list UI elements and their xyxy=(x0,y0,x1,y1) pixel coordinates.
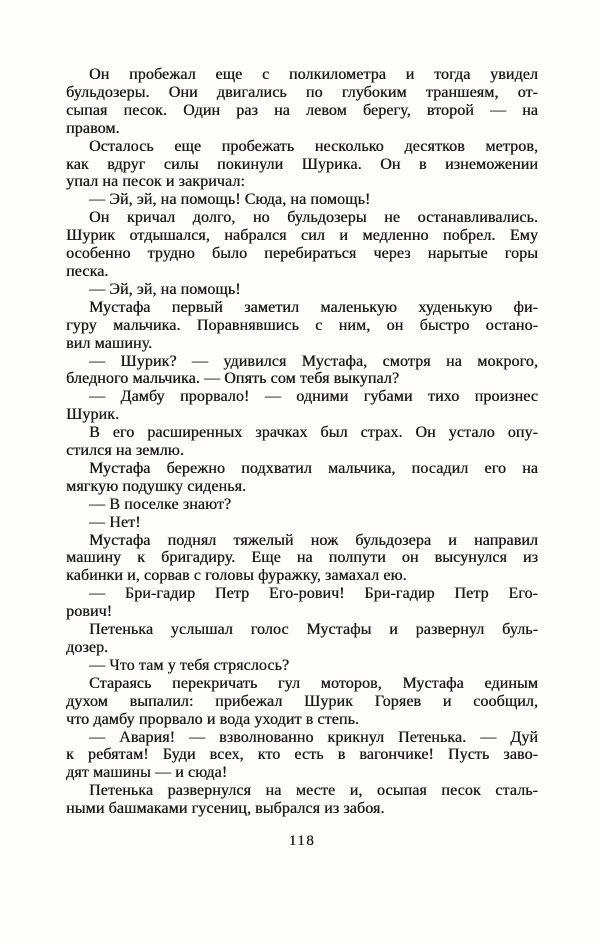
text-line: Осталось еще пробежать несколько десятков метров, xyxy=(89,137,538,155)
text-line: Мустафа поднял тяжелый нож бульдозера и направил xyxy=(89,531,538,549)
text-line: песка. xyxy=(66,262,109,280)
text-line: бледного мальчика. — Опять сом тебя выкупал? xyxy=(66,370,400,388)
text-line: Он кричал долго, но бульдозеры не останавливались. xyxy=(89,209,538,227)
text-line: что дамбу прорвало и вода уходит в степь. xyxy=(66,710,359,728)
page-number: 118 xyxy=(288,833,316,849)
text-line: В его расширенных зрачках был страх. Он устало опу- xyxy=(89,424,538,442)
text-line: — Эй, эй, на помощь! xyxy=(89,280,241,298)
text-line: Шурик отдышался, набрался сил и медленно побрел. Ему xyxy=(66,227,538,245)
text-line: стился на землю. xyxy=(66,442,184,460)
text-line: машину к бригадиру. Еще на полпути он высунулся из xyxy=(66,549,538,567)
text-line: — Эй, эй, на помощь! Сюда, на помощь! xyxy=(89,191,371,209)
text-line: Мустафа первый заметил маленькую худенькую фи- xyxy=(89,298,538,316)
text-line: к ребятам! Буди всех, кто есть в вагончике! Пусть заво- xyxy=(66,746,538,764)
text-line: как вдруг силы покинули Шурика. Он в изнеможении xyxy=(66,155,538,173)
text-line: сыпая песок. Один раз на левом берегу, второй — на xyxy=(66,101,538,119)
text-line: правом. xyxy=(66,119,120,137)
text-line: — Шурик? — удивился Мустафа, смотря на мокрого, xyxy=(89,352,538,370)
text-line: — Авария! — взволнованно крикнул Петенька. — Дуй xyxy=(89,728,538,746)
text-line: бульдозеры. Они двигались по глубоким траншеям, от- xyxy=(66,83,538,101)
text-line: ными башмаками гусениц, выбрался из забоя. xyxy=(66,800,385,818)
text-line: духом выпалил: прибежал Шурик Горяев и сообщил, xyxy=(66,692,538,710)
text-line: вил машину. xyxy=(66,334,153,352)
text-line: Петенька услышал голос Мустафы и развернул буль- xyxy=(89,621,538,639)
text-line: дозер. xyxy=(66,639,109,656)
text-line: рович! xyxy=(66,603,113,621)
text-line: — Бри-гадир Петр Его-рович! Бри-гадир Петр Его- xyxy=(89,585,538,603)
text-line: — В поселке знают? xyxy=(89,495,232,513)
text-line: — Дамбу прорвало! — одними губами тихо произнес xyxy=(89,388,538,406)
text-line: — Нет! xyxy=(89,513,141,531)
text-line: мягкую подушку сиденья. xyxy=(66,477,247,495)
text-line: гуру мальчика. Поравнявшись с ним, он быстро остано- xyxy=(66,316,538,334)
text-line: Стараясь перекричать гул моторов, Мустафа единым xyxy=(89,674,538,692)
text-line: — Что там у тебя стряслось? xyxy=(89,656,290,674)
text-line: кабинки и, сорвав с головы фуражку, замахал ею. xyxy=(66,567,407,585)
text-line: дят машины — и сюда! xyxy=(66,764,228,782)
text-line: особенно трудно было перебираться через нарытые горы xyxy=(66,245,538,263)
text-line: Петенька развернулся на месте и, осыпая песок сталь- xyxy=(89,782,538,800)
text-line: Мустафа бережно подхватил мальчика, посадил его на xyxy=(89,459,538,477)
text-line: Он пробежал еще с полкилометра и тогда увидел xyxy=(89,66,538,83)
text-block xyxy=(66,66,538,818)
text-line: упал на песок и закричал: xyxy=(66,173,245,191)
text-line: Шурик. xyxy=(66,406,120,424)
